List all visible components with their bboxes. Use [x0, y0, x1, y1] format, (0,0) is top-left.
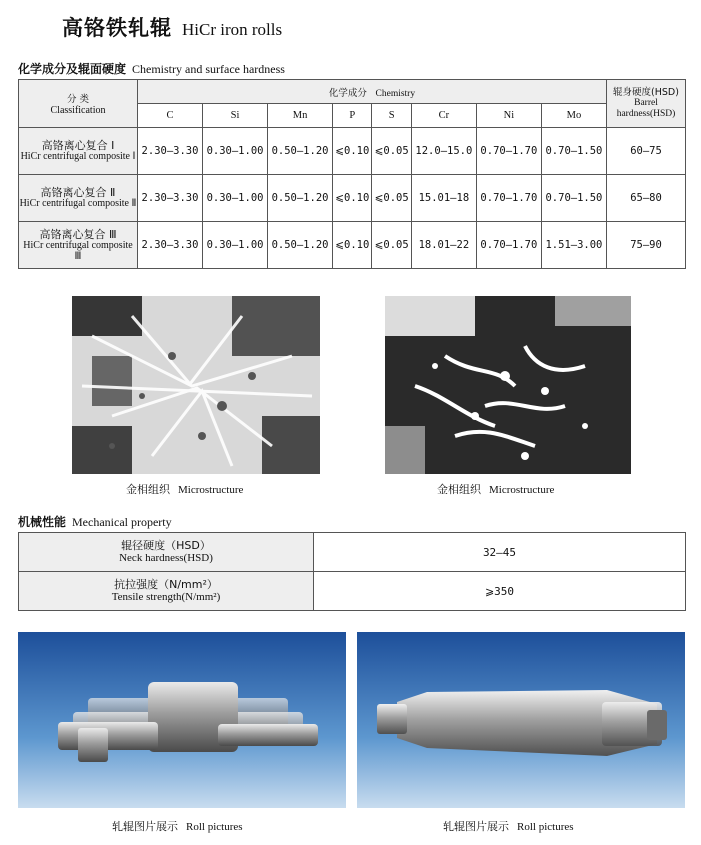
caption-en: Roll pictures [186, 821, 243, 833]
row-classification [19, 175, 138, 222]
caption-zh: 轧辊图片展示 [112, 820, 178, 833]
cell-ni: 0.70–1.70 [476, 128, 541, 175]
row-classification-en: HiCr centrifugal composite Ⅱ [19, 198, 137, 209]
microstructure-image-right [385, 296, 631, 474]
caption-zh: 轧辊图片展示 [443, 820, 509, 833]
cell-mn: 0.50–1.20 [268, 128, 333, 175]
cell-ni: 0.70–1.70 [476, 222, 541, 269]
cell-p: ⩽0.10 [333, 175, 372, 222]
table-row [19, 175, 686, 222]
caption-en: Roll pictures [517, 821, 574, 833]
roll-caption-right [443, 818, 574, 834]
mech-label-zh: 辊径硬度（HSD） [121, 539, 211, 552]
barrel-hardness-header-en: Barrel hardness(HSD) [616, 98, 676, 119]
title-zh: 高铬铁轧辊 [62, 16, 172, 40]
element-header: Si [203, 104, 268, 128]
row-classification-zh: 高铬离心复合 Ⅲ [39, 227, 117, 241]
caption-en: Microstructure [178, 484, 244, 496]
microstructure-image-left [72, 296, 320, 474]
mech-value: ⩾350 [314, 572, 686, 611]
mechanical-heading [18, 513, 172, 530]
element-header: Ni [476, 104, 541, 128]
title-en: HiCr iron rolls [182, 20, 283, 39]
mech-label-en: Tensile strength(N/mm²) [111, 591, 221, 603]
classification-header-en: Classification [50, 105, 106, 116]
cell-c: 2.30–3.30 [138, 222, 203, 269]
chemistry-heading [18, 60, 285, 77]
cell-si: 0.30–1.00 [203, 222, 268, 269]
cell-si: 0.30–1.00 [203, 128, 268, 175]
microstructure-caption-right [437, 481, 554, 497]
row-classification-en: HiCr centrifugal composite Ⅲ [23, 239, 133, 262]
mech-label [19, 572, 314, 611]
element-header: S [372, 104, 411, 128]
chemistry-table [18, 79, 686, 269]
table-row [19, 533, 686, 572]
cell-p: ⩽0.10 [333, 128, 372, 175]
mechanical-heading-zh: 机械性能 [18, 515, 67, 529]
mech-value: 32–45 [314, 533, 686, 572]
cell-hardness: 65–80 [607, 175, 686, 222]
element-header: P [333, 104, 372, 128]
mech-label-en: Neck hardness(HSD) [119, 552, 213, 564]
cell-mn: 0.50–1.20 [268, 175, 333, 222]
table-row [19, 222, 686, 269]
row-classification-zh: 高铬离心复合 Ⅱ [40, 186, 116, 199]
mechanical-table [18, 532, 686, 611]
cell-p: ⩽0.10 [333, 222, 372, 269]
page-title [62, 12, 282, 42]
cell-s: ⩽0.05 [372, 222, 411, 269]
barrel-hardness-header-zh: 辊身硬度(HSD) [613, 87, 679, 98]
barrel-hardness-header [607, 80, 686, 128]
mech-label-zh: 抗拉强度（N/mm²） [114, 578, 218, 591]
roll-picture-right [357, 632, 685, 808]
row-classification [19, 128, 138, 175]
cell-cr: 12.0–15.0 [411, 128, 476, 175]
cell-hardness: 60–75 [607, 128, 686, 175]
element-header: Mo [541, 104, 606, 128]
cell-s: ⩽0.05 [372, 175, 411, 222]
table-row [19, 572, 686, 611]
element-header: Cr [411, 104, 476, 128]
mech-label [19, 533, 314, 572]
chemistry-header-en: Chemistry [375, 88, 416, 99]
element-header: C [138, 104, 203, 128]
caption-zh: 金相组织 [437, 483, 481, 496]
cell-si: 0.30–1.00 [203, 175, 268, 222]
cell-ni: 0.70–1.70 [476, 175, 541, 222]
caption-zh: 金相组织 [126, 483, 170, 496]
roll-caption-left [112, 818, 243, 834]
cell-mo: 1.51–3.00 [541, 222, 606, 269]
mechanical-heading-en: Mechanical property [72, 515, 172, 529]
cell-mo: 0.70–1.50 [541, 175, 606, 222]
microstructure-caption-left [126, 481, 243, 497]
row-classification [19, 222, 138, 269]
chemistry-heading-en: Chemistry and surface hardness [132, 62, 285, 76]
row-classification-zh: 高铬离心复合 Ⅰ [41, 139, 115, 152]
cell-mo: 0.70–1.50 [541, 128, 606, 175]
cell-hardness: 75–90 [607, 222, 686, 269]
cell-c: 2.30–3.30 [138, 128, 203, 175]
caption-en: Microstructure [489, 484, 555, 496]
element-header: Mn [268, 104, 333, 128]
chemistry-header-zh: 化学成分 [328, 87, 367, 99]
cell-c: 2.30–3.30 [138, 175, 203, 222]
cell-s: ⩽0.05 [372, 128, 411, 175]
classification-header [19, 80, 138, 128]
cell-mn: 0.50–1.20 [268, 222, 333, 269]
table-row [19, 128, 686, 175]
classification-header-zh: 分 类 [66, 94, 90, 105]
chemistry-heading-zh: 化学成分及辊面硬度 [18, 62, 127, 76]
row-classification-en: HiCr centrifugal composite Ⅰ [20, 151, 136, 162]
chemistry-header [138, 80, 607, 104]
cell-cr: 15.01–18 [411, 175, 476, 222]
cell-cr: 18.01–22 [411, 222, 476, 269]
roll-picture-left [18, 632, 346, 808]
